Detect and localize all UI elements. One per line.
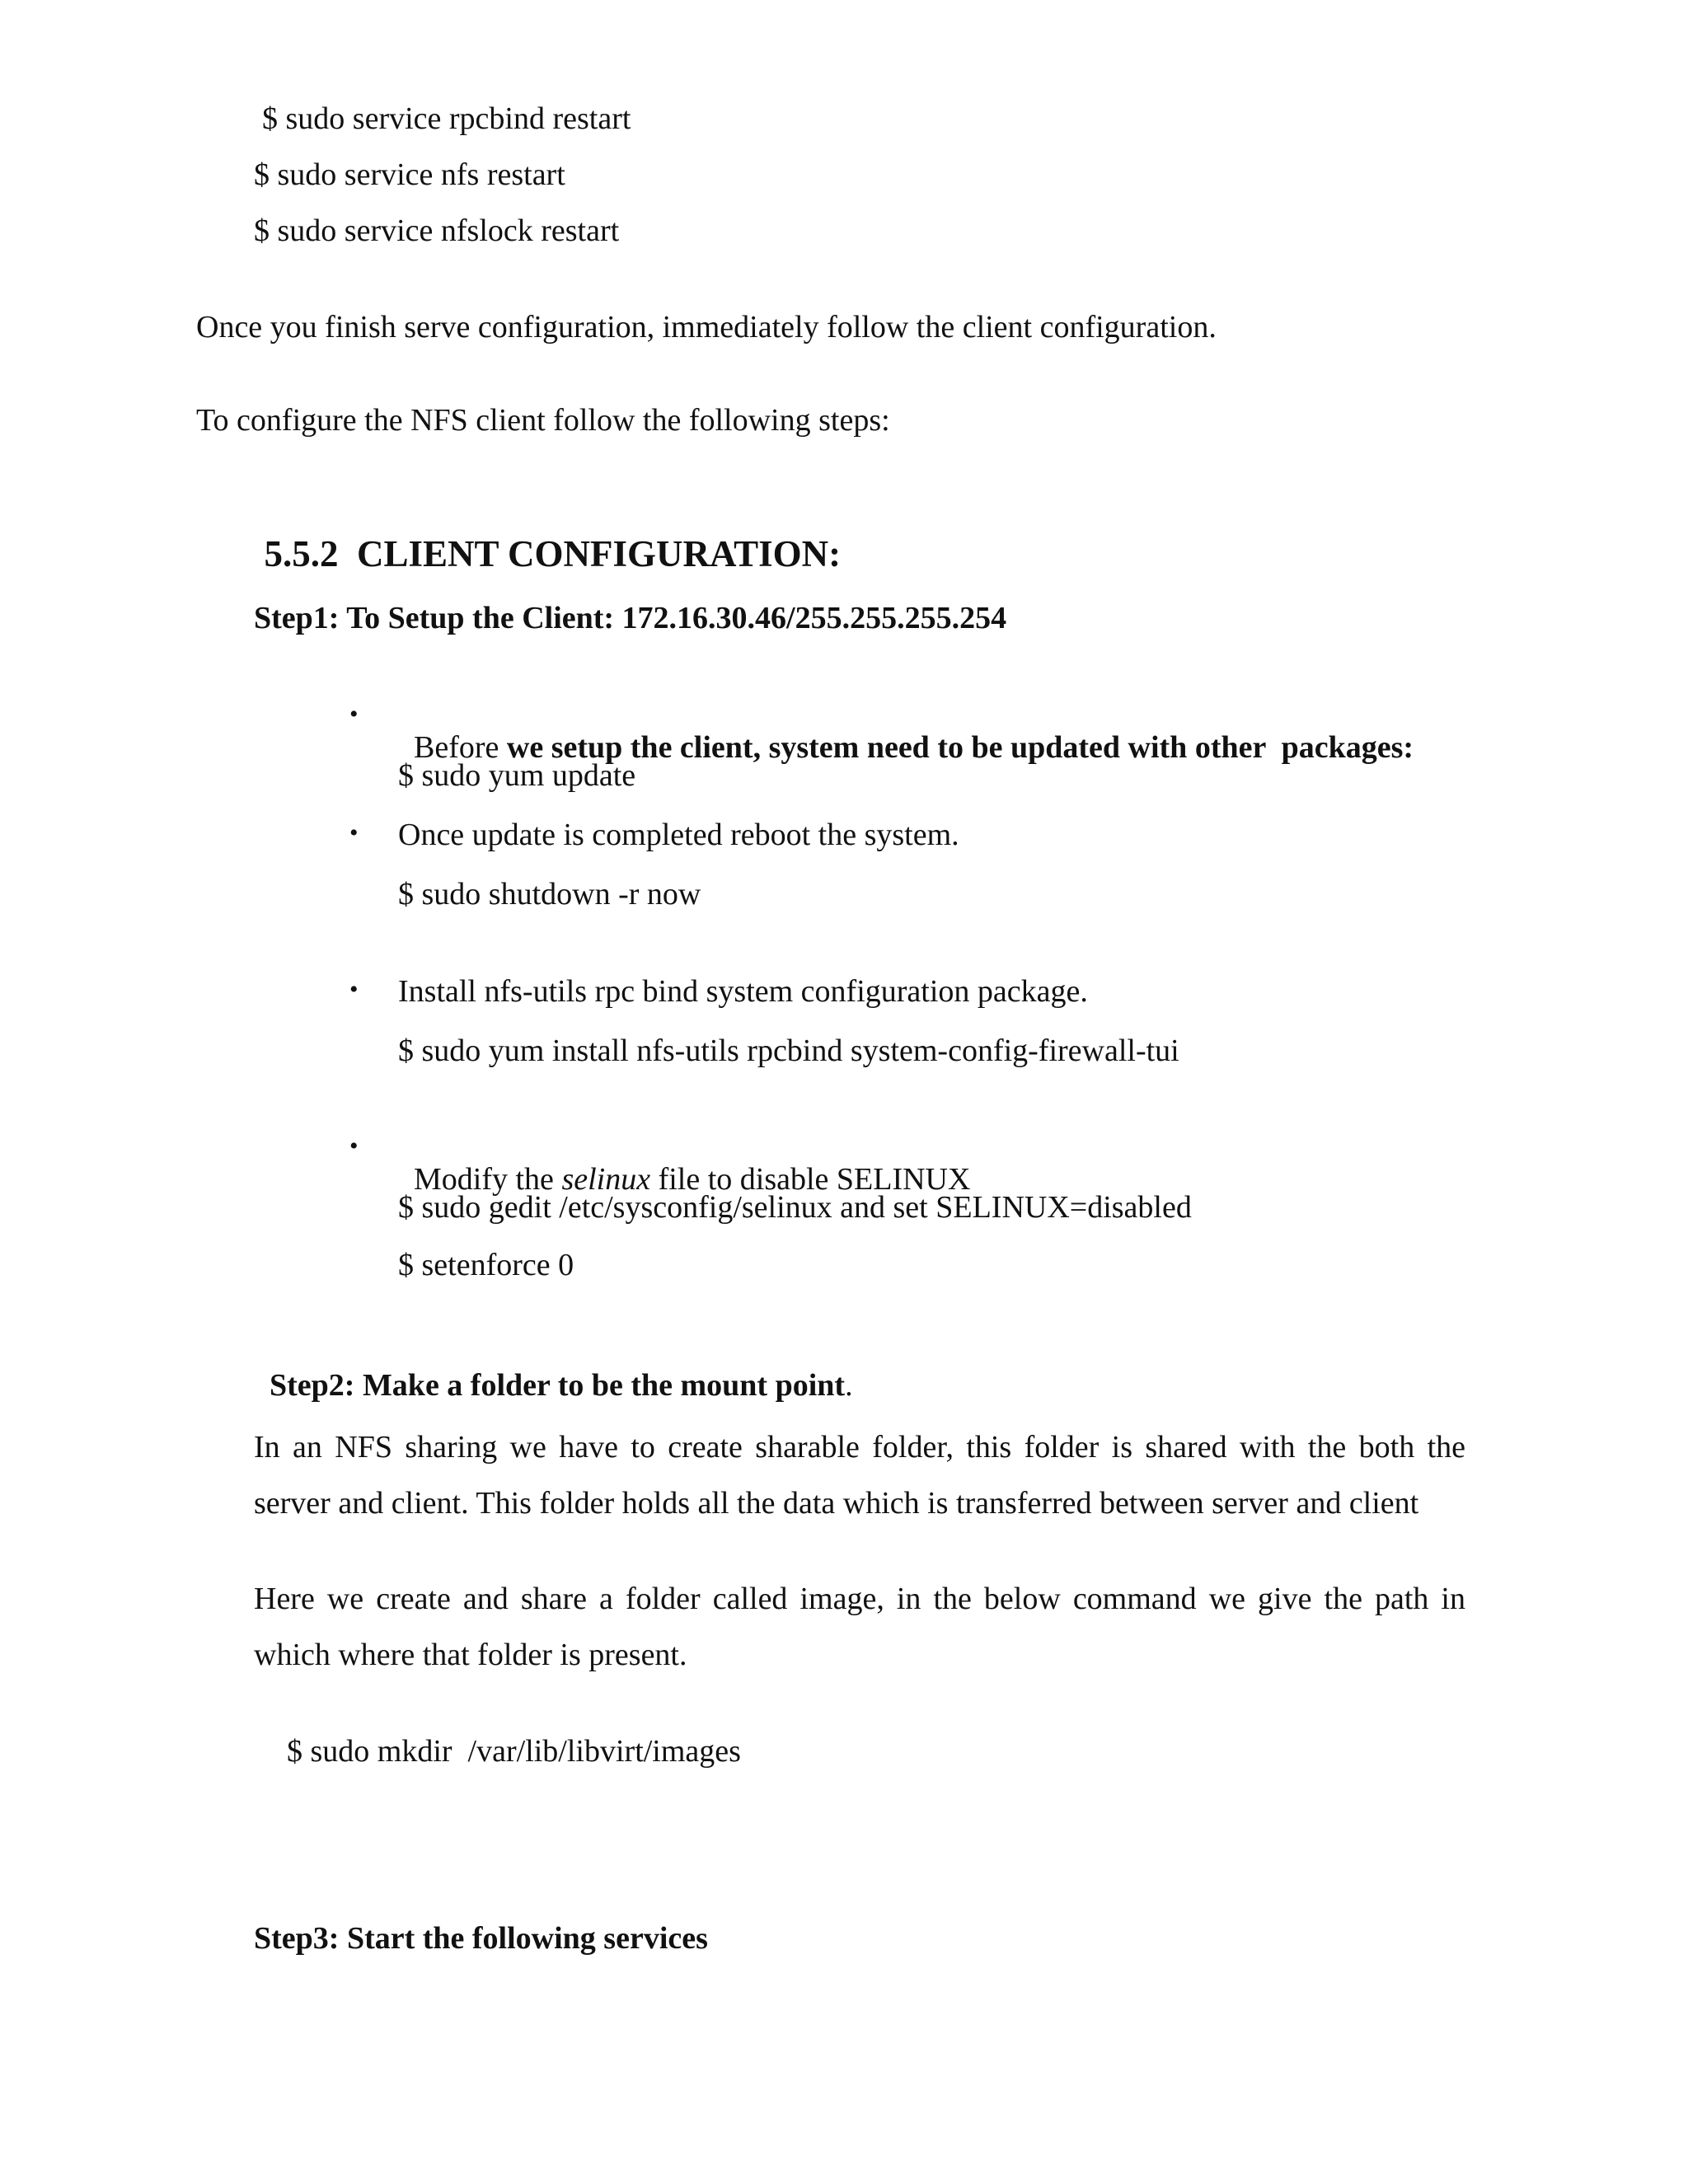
bullet-icon: • [349, 1132, 359, 1160]
bullet-icon: • [349, 701, 359, 728]
command-line: $ sudo service nfslock restart [254, 213, 620, 248]
command-line: $ sudo service rpcbind restart [262, 101, 631, 136]
step1-title: Step1: To Setup the Client: 172.16.30.46/255.255.255.254 [254, 601, 1007, 635]
command-line: $ sudo mkdir /var/lib/libvirt/images [287, 1734, 741, 1769]
command-line: $ sudo yum install nfs-utils rpcbind system-config-firewall-tui [398, 1033, 1179, 1068]
section-heading [246, 499, 841, 573]
command-line: $ sudo yum update [398, 758, 636, 793]
command-line: $ setenforce 0 [398, 1248, 574, 1282]
step3-title: Step3: Start the following services [254, 1921, 708, 1956]
section-title: CLIENT CONFIGURATION: [357, 533, 842, 574]
paragraph: To configure the NFS client follow the following steps: [196, 403, 890, 438]
command-line: $ sudo service nfs restart [254, 157, 565, 192]
bullet-icon: • [349, 819, 359, 846]
step2-title: Step2: Make a folder to be the mount point. [270, 1368, 853, 1403]
paragraph: Once you finish serve configuration, immediately follow the client configuration. [196, 310, 1217, 344]
bullet-text: Modify the selinux file to disable SELINUX [414, 1162, 971, 1197]
bullet-text: Install nfs-utils rpc bind system configuration package. [398, 974, 1088, 1009]
bullet-text: Before we setup the client, system need to be updated with other packages: [414, 730, 1414, 765]
command-line: $ sudo gedit /etc/sysconfig/selinux and set SELINUX=disabled [398, 1190, 1192, 1225]
command-line: $ sudo shutdown -r now [398, 877, 701, 912]
section-number: 5.5.2 [264, 533, 339, 574]
bullet-text: Once update is completed reboot the system. [398, 818, 959, 852]
step2-paragraph: In an NFS sharing we have to create sharable folder, this folder is shared with the both the server and client. This folder holds all the data which is transferred between server and client [254, 1430, 1465, 1521]
bullet-icon: • [349, 976, 359, 1003]
step2-paragraph: Here we create and share a folder called image, in the below command we give the path in which where that folder is present. [254, 1582, 1465, 1672]
